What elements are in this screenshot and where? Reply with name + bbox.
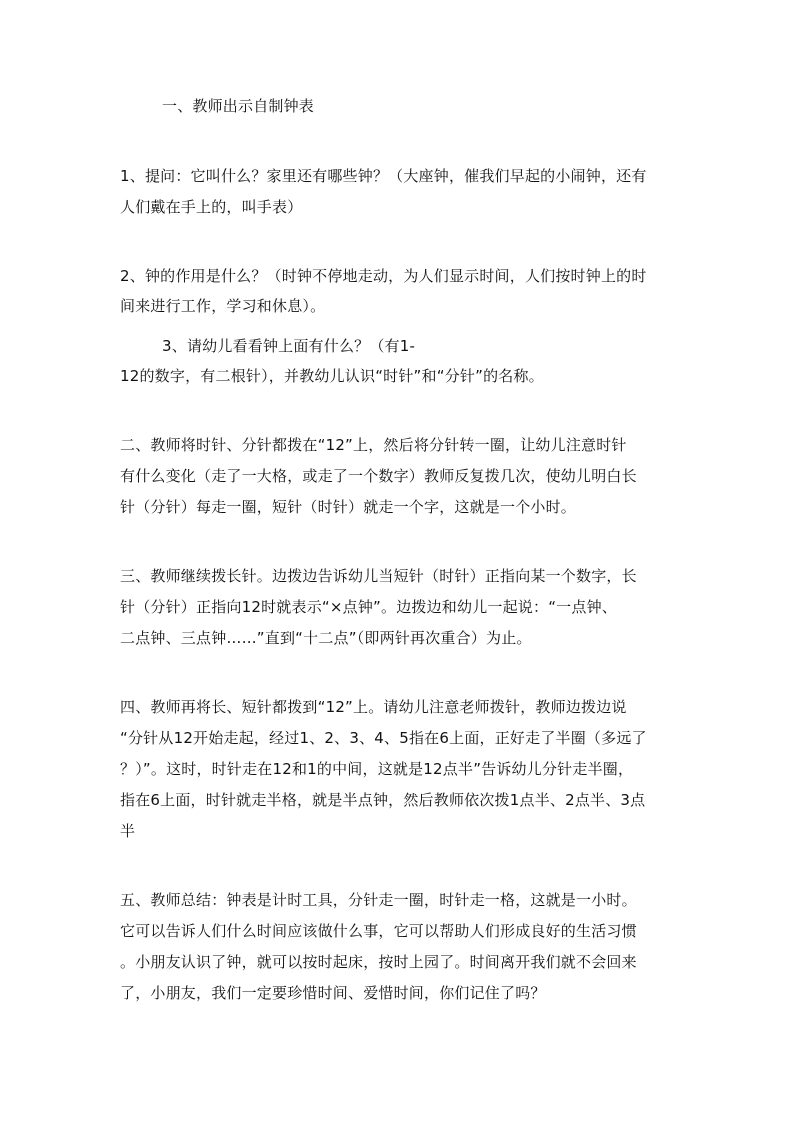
paragraph-line: 2、钟的作用是什么？（时钟不停地走动，为人们显示时间，人们按时钟上的时	[120, 267, 647, 285]
paragraph-line: 3、请幼儿看看钟上面有什么？（有1-	[162, 337, 416, 355]
paragraph-line: 有什么变化（走了一大格，或走了一个数字）教师反复拨几次，使幼儿明白长	[120, 467, 637, 485]
paragraph-line: 二点钟、三点钟……”直到“十二点”（即两针再次重合）为止。	[120, 629, 532, 647]
paragraph-line: 了，小朋友，我们一定要珍惜时间、爱惜时间，你们记住了吗？	[120, 984, 546, 1002]
paragraph-line: 12的数字，有二根针），并教幼儿认识“时针”和“分针”的名称。	[120, 367, 544, 385]
paragraph-line: 它可以告诉人们什么时间应该做什么事，它可以帮助人们形成良好的生活习惯	[120, 922, 637, 940]
section-heading: 一、教师出示自制钟表	[162, 97, 315, 115]
paragraph-line: “分针从12开始走起，经过1、2、3、4、5指在6上面，正好走了半圈（多远了	[120, 729, 647, 747]
paragraph-line: 三、教师继续拨长针。边拨边告诉幼儿当短针（时针）正指向某一个数字，长	[120, 567, 637, 585]
paragraph-line: 1、提问：它叫什么？家里还有哪些钟？（大座钟，催我们早起的小闹钟，还有	[120, 167, 647, 185]
paragraph-line: ？）”。这时，时针走在12和1的中间，这就是12点半”告诉幼儿分针走半圈，	[120, 760, 634, 778]
paragraph-line: 。小朋友认识了钟，就可以按时起床，按时上园了。时间离开我们就不会回来	[120, 953, 637, 971]
paragraph-line: 二、教师将时针、分针都拨在“12”上，然后将分针转一圈，让幼儿注意时针	[120, 436, 627, 454]
paragraph-line: 针（分针）正指向12时就表示“×点钟”。边拨边和幼儿一起说：“一点钟、	[120, 598, 617, 616]
paragraph-line: 指在6上面，时针就走半格，就是半点钟，然后教师依次拨1点半、2点半、3点	[120, 791, 646, 809]
paragraph-line: 针（分针）每走一圈，短针（时针）就走一个字，这就是一个小时。	[120, 498, 577, 516]
paragraph-line: 五、教师总结：钟表是计时工具，分针走一圈，时针走一格，这就是一小时。	[120, 891, 637, 909]
paragraph-line: 四、教师再将长、短针都拨到“12”上。请幼儿注意老师拨针，教师边拨边说	[120, 698, 627, 716]
paragraph-line: 人们戴在手上的，叫手表）	[120, 198, 303, 216]
paragraph-line: 半	[120, 822, 136, 840]
paragraph-line: 间来进行工作，学习和休息）。	[120, 297, 326, 315]
